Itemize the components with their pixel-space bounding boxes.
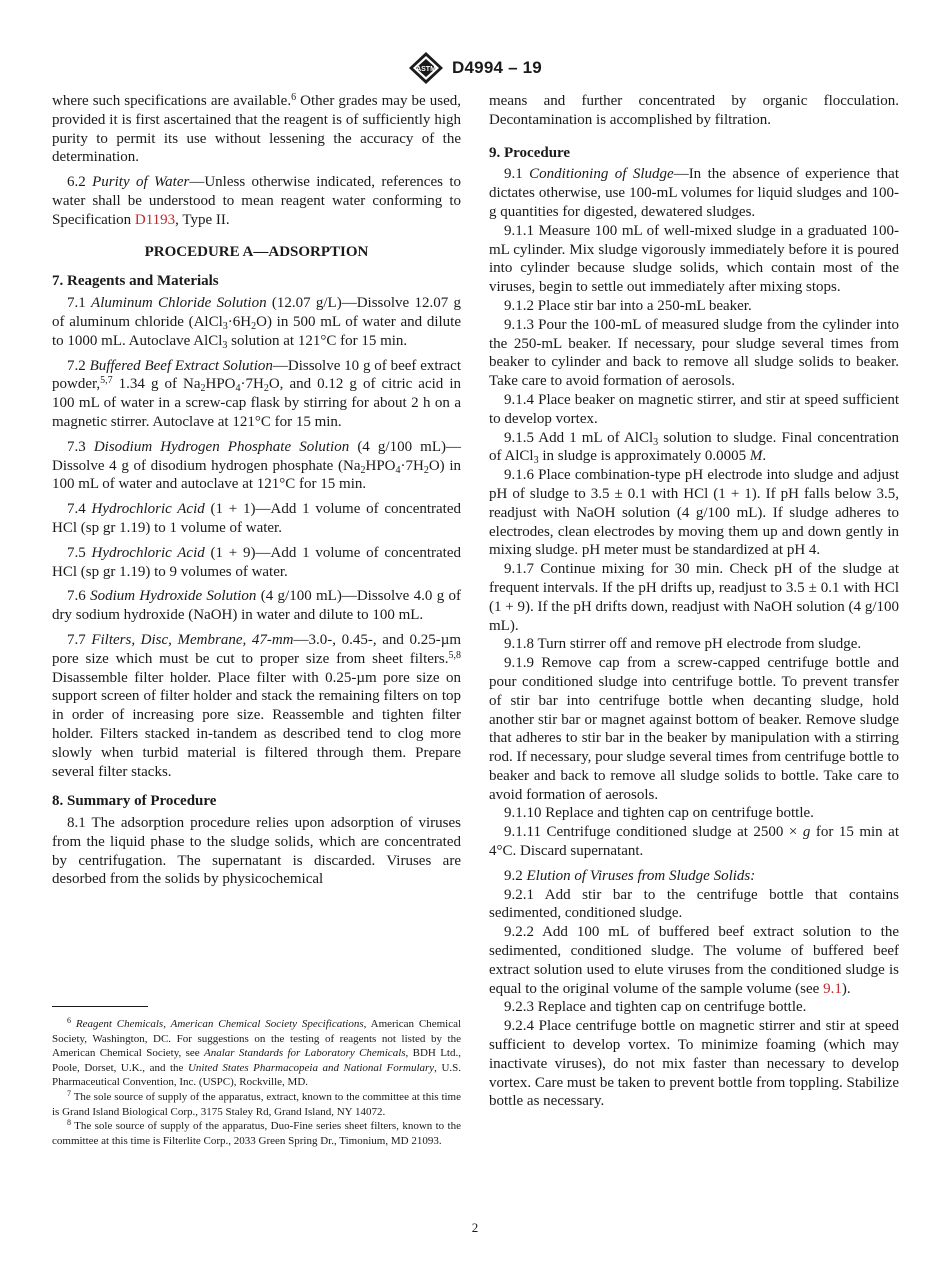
page-number: 2 bbox=[471, 1220, 479, 1235]
section-7-title: 7. Reagents and Materials bbox=[52, 273, 219, 290]
footnote-divider bbox=[52, 1006, 148, 1007]
paragraph-9-2-4: 9.2.4 Place centrifuge bottle on magnetic stirrer and stir at speed sufficient to develop vortex. To minimize foaming (which may inactivate viruses), do not mix faster than necessary to develop vortex. Care must be taken to prevent bottle from toppling. Stabilize bottle as necessary. bbox=[489, 1018, 899, 1110]
paragraph-continuation: where such specifications are available.$^6$ Other grades may be used, provided it is first ascertained that the reagent is of sufficiently high purity to permit its use without lessening the accuracy of the determination. bbox=[52, 92, 462, 166]
link-d1193[interactable]: D1193 bbox=[134, 211, 176, 228]
paragraph-9-1-4: 9.1.4 Place beaker on magnetic stirrer, and stir at speed sufficient to develop vortex. bbox=[489, 391, 899, 427]
right-column bbox=[489, 92, 899, 1111]
paragraph-9-1-11: 9.1.11 Centrifuge conditioned sludge at 2500 × g for 15 min at 4°C. Discard supernatant. bbox=[489, 824, 900, 860]
paragraph-6-2: 6.2 Purity of Water—Unless otherwise indicated, references to water shall be understood to mean reagent water conforming to Specification D1193, Type II. bbox=[52, 174, 462, 228]
section-8-title: 8. Summary of Procedure bbox=[52, 793, 217, 810]
paragraph-7-5: 7.5 Hydrochloric Acid (1 + 9)—Add 1 volume of concentrated HCl (sp gr 1.19) to 9 volumes of water. bbox=[52, 544, 462, 580]
footnotes bbox=[52, 1017, 461, 1148]
paragraph-continuation-right: means and further concentrated by organic flocculation. Decontamination is accomplished by filtration. bbox=[489, 93, 899, 128]
paragraph-9-1-10: 9.1.10 Replace and tighten cap on centrifuge bottle. bbox=[504, 805, 814, 822]
astm-logo-icon bbox=[408, 51, 444, 85]
paragraph-8-1: 8.1 The adsorption procedure relies upon adsorption of viruses from the liquid phase to the sludge solids, which are concentrated by centrifugation. The supernatant is discarded. Viruses are desorbed from the solids by physicochemical bbox=[52, 815, 461, 888]
paragraph-7-6: 7.6 Sodium Hydroxide Solution (4 g/100 mL)—Dissolve 4.0 g of dry sodium hydroxide (NaOH) in water and dilute to 100 mL. bbox=[52, 588, 462, 624]
paragraph-7-3: 7.3 Disodium Hydrogen Phosphate Solution (4 g/100 mL)—Dissolve 4 g of disodium hydrogen phosphate $(Na_2HPO_4\cdot 7H_2O)$ in 100 mL of water and autoclave at 121°C for 15 min. bbox=[52, 438, 461, 493]
paragraph-9-1-7: 9.1.7 Continue mixing for 30 min. Check pH of the sludge at frequent intervals. If the pH drifts up, readjust to 3.5 ± 0.1 with HCl (1 + 9). If the pH drifts down, readjust with NaOH solution (4 g/100 mL). bbox=[489, 561, 899, 634]
link-9-1[interactable]: 9.1 bbox=[823, 980, 842, 997]
paragraph-9-2: 9.2 Elution of Viruses from Sludge Solids: bbox=[504, 867, 756, 884]
logo-text: ASTM bbox=[416, 66, 436, 73]
paragraph-7-1: 7.1 Aluminum Chloride Solution (12.07 g/L)—Dissolve 12.07 g of aluminum chloride $(AlCl_3\cdot 6H_2O)$ in 500 mL of water and dilute to 1000 mL. Autoclave AlCl$_3$ solution at 121°C for 15 min. bbox=[52, 295, 462, 351]
paragraph-9-1-1: 9.1.1 Measure 100 mL of well-mixed sludge in a graduated 100-mL cylinder. Mix sludge vigorously immediately before it is poured into cylinder because sludge solids, which contain most of the viruses, begin to settle out immediately after mixing stops. bbox=[489, 222, 899, 296]
footnote-6: $^6$ Reagent Chemicals, American Chemical Society Specifications, American Chemical Society, Washington, DC. For suggestions on the testing of reagents not listed by the American Chemical Society, see Analar Standards for Laboratory Chemicals, BDH Ltd., Poole, Dorset, U.K., and the United States Pharmacopeia and National Formulary, U.S. Pharmaceutical Convention, Inc. (USPC), Rockville, MD. bbox=[52, 1016, 462, 1089]
paragraph-9-2-3: 9.2.3 Replace and tighten cap on centrifuge bottle. bbox=[504, 999, 807, 1016]
paragraph-9-1: 9.1 Conditioning of Sludge—In the absence of experience that dictates otherwise, use 100-mL volumes for liquid sludges and 100-g quantities for digested, dewatered sludges. bbox=[489, 166, 900, 220]
document-id: D4994 – 19 bbox=[452, 58, 542, 77]
paragraph-7-7: 7.7 Filters, Disc, Membrane, 47-mm—3.0-, 0.45-, and 0.25-µm pore size which must be cut to proper size from sheet filters.$^{5,8}$ Disassemble filter holder. Place filter with 0.25-µm pore size on support screen of filter holder and stack the remaining filters on top in order of increasing pore size. Reassemble and tighten filter holder. Filters stacked in-tandem as described tend to clog more slowly when turbid material is filtered through them. Prepare several filter stacks. bbox=[52, 631, 461, 780]
paragraph-9-2-1: 9.2.1 Add stir bar to the centrifuge bottle that contains sedimented, conditioned sludge. bbox=[489, 886, 899, 922]
footnote-7: $^7$ The sole source of supply of the apparatus, extract, known to the committee at this time is Grand Island Biological Corp., 3175 Staley Rd, Grand Island, NY 14072. bbox=[52, 1088, 461, 1118]
paragraph-7-4: 7.4 Hydrochloric Acid (1 + 1)—Add 1 volume of concentrated HCl (sp gr 1.19) to 1 volume of water. bbox=[52, 501, 462, 536]
paragraph-9-1-8: 9.1.8 Turn stirrer off and remove pH electrode from sludge. bbox=[504, 636, 862, 653]
paragraph-9-1-5: 9.1.5 Add 1 mL of AlCl$_3$ solution to sludge. Final concentration of AlCl$_3$ in sludge is approximately 0.0005 M. bbox=[489, 429, 900, 467]
paragraph-9-2-2: 9.2.2 Add 100 mL of buffered beef extract solution to the sedimented, conditioned sludge. The volume of buffered beef extract solution used to elute viruses from the conditioned sludge is equal to the original volume of the sample volume (see 9.1). bbox=[489, 924, 899, 997]
section-9-title: 9. Procedure bbox=[489, 144, 571, 161]
page-header bbox=[0, 50, 950, 86]
paragraph-9-1-6: 9.1.6 Place combination-type pH electrode into sludge and adjust pH of sludge to 3.5 ± 0.1 with HCl (1 + 1). If pH falls below 3.5, readjust with NaOH solution (4 g/100 mL). If sludge adheres to electrodes, clean electrodes by moving them up and down gently in mixing sludge. pH meter must be standardized at pH 4. bbox=[489, 467, 899, 559]
paragraph-9-1-2: 9.1.2 Place stir bar into a 250-mL beaker. bbox=[504, 297, 752, 314]
paragraph-9-1-9: 9.1.9 Remove cap from a screw-capped centrifuge bottle and pour conditioned sludge into centrifuge bottle. To prevent transfer of stir bar into centrifuge bottle when decanting sludge, hold another stir bar or magnet against bottom of beaker. Remove sludge that adheres to stir bar in the beaker by manipulation with a stirring rod. If necessary, pour sludge several times from centrifuge bottle to beaker and back to remove all sludge solids to bottle. Take care to avoid formation of aerosols. bbox=[489, 655, 899, 803]
procedure-a-heading: PROCEDURE A—ADSORPTION bbox=[144, 243, 369, 260]
footnote-8: $^8$ The sole source of supply of the apparatus, Duo-Fine series sheet filters, known to the committee at this time is Filterlite Corp., 2033 Green Spring Dr., Timonium, MD 21093. bbox=[52, 1118, 461, 1147]
paragraph-9-1-3: 9.1.3 Pour the 100-mL of measured sludge from the cylinder into the 250-mL beaker. If necessary, pour sludge several times from beaker to cylinder and back to remove all sludge solids to beaker. Take care to avoid formation of aerosols. bbox=[489, 316, 899, 390]
paragraph-7-2: 7.2 Buffered Beef Extract Solution—Dissolve 10 g of beef extract powder,$^{5,7}$ 1.34 g of $Na_2HPO_4\cdot 7H_2O$, and 0.12 g of citric acid in 100 mL of water in a screw-cap flask by stirring for about 2 h on a magnetic stirrer. Autoclave at 121°C for 15 min. bbox=[52, 357, 462, 430]
left-column bbox=[52, 92, 461, 889]
